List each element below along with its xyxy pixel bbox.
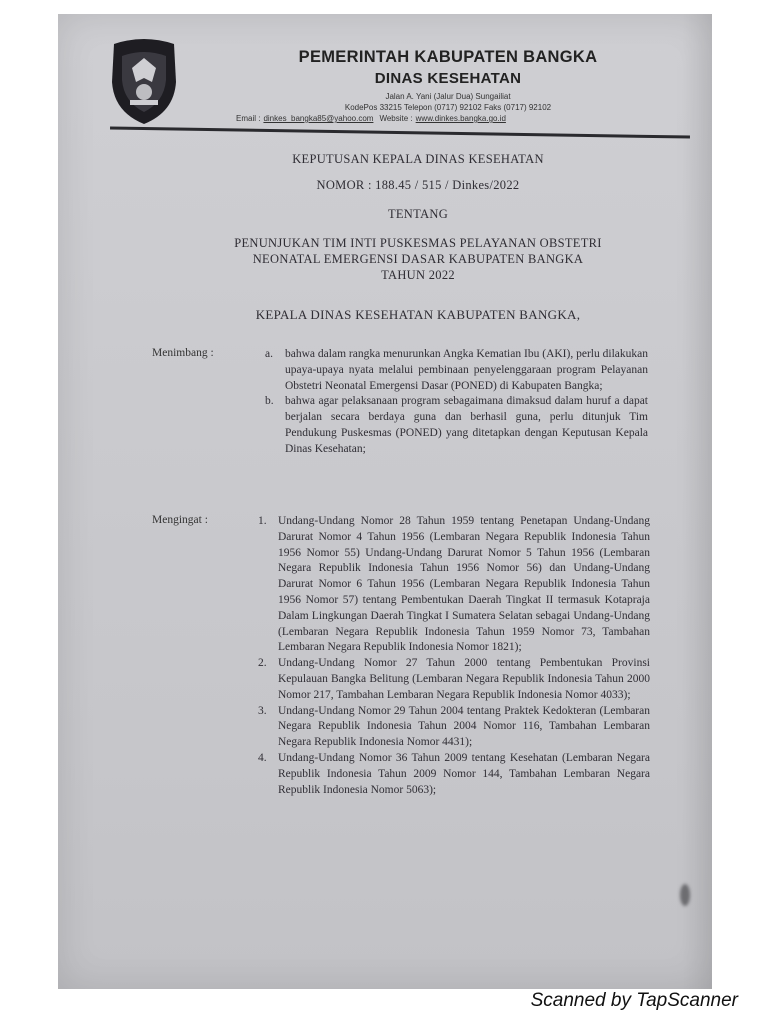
item-text: Undang-Undang Nomor 29 Tahun 2004 tentang Praktek Kedokteran (Lembaran Negara Republik Indonesia Tahun 2004 Nomor 116, Tambahan Lembaran Negara Republik Indonesia Nomor 4431); (278, 704, 650, 749)
email-label: Email : (236, 114, 261, 123)
scan-smudge (680, 884, 690, 906)
scanner-watermark: Scanned by TapScanner (530, 990, 738, 1011)
decree-number: NOMOR : 188.45 / 515 / Dinkes/2022 (316, 178, 520, 192)
item-text: bahwa agar pelaksanaan program sebagaimana dimaksud dalam huruf a dapat berjalan secara berdaya guna dan berhasil guna, perlu ditunjuk Tim Pendukung Puskesmas (PONED) yang ditetapkan dengan Keputusan Kepala Dinas Kesehatan; (285, 395, 648, 455)
decree-title-line: PENUNJUKAN TIM INTI PUSKESMAS PELAYANAN OBSTETRI (234, 236, 602, 250)
mengingat-label: Mengingat : (152, 514, 208, 526)
letterhead-divider (110, 126, 690, 138)
decree-issuer: KEPALA DINAS KESEHATAN KABUPATEN BANGKA, (255, 307, 581, 322)
mengingat-item (258, 514, 650, 656)
letterhead-postal: KodePos 33215 Telepon (0717) 92102 Faks (0717) 92102 (344, 103, 552, 112)
item-text: Undang-Undang Nomor 27 Tahun 2000 tentang Pembentukan Provinsi Kepulauan Bangka Belitung (Lembaran Negara Republik Indonesia Tahun 2000 Nomor 217, Tambahan Lembaran Negara Republik Indonesia Nomor 4033); (278, 657, 650, 701)
mengingat-item (258, 656, 650, 703)
letterhead-subtitle: DINAS KESEHATAN (374, 70, 522, 87)
scanned-page (58, 14, 712, 989)
decree-title-line: NEONATAL EMERGENSI DASAR KABUPATEN BANGKA (252, 252, 584, 266)
item-marker: 2. (258, 657, 267, 670)
mengingat-list (258, 514, 650, 798)
item-marker: b. (265, 395, 274, 408)
mengingat-item (258, 704, 650, 751)
menimbang-item (265, 394, 648, 457)
item-marker: 3. (258, 704, 267, 717)
decree-heading: KEPUTUSAN KEPALA DINAS KESEHATAN (292, 152, 544, 166)
item-text: Undang-Undang Nomor 36 Tahun 2009 tentang Kesehatan (Lembaran Negara Republik Indonesia Tahun 2009 Nomor 144, Tambahan Lembaran Negara Republik Indonesia Nomor 5063); (278, 751, 650, 796)
letterhead-contact (208, 113, 688, 124)
paper-shadow (682, 14, 712, 989)
mengingat-item (258, 751, 650, 798)
item-text: Undang-Undang Nomor 28 Tahun 1959 tentang Penetapan Undang-Undang Darurat Nomor 4 Tahun 1956 (Lembaran Negara Republik Indonesia Tahun 1956 Nomor 55) Undang-Undang Darurat Nomor 5 Tahun 1956 (Lembaran Negara Republik Indonesia Tahun 1956 Nomor 56) dan Undang-Undang Darurat Nomor 6 Tahun 1956 (Lembaran Negara Republik Indonesia Tahun 1956 Nomor 57) tentang Pembentukan Daerah Tingkat II termasuk Kotapraja Dalam Lingkungan Daerah Tingkat I Sumatera Selatan sebagai Undang-Undang (Lembaran Negara Republik Indonesia Tahun 1959 Nomor 73, Tambahan Lembaran Negara Republik Indonesia Nomor 1821); (278, 515, 650, 654)
item-marker: a. (265, 348, 273, 360)
letterhead-title: PEMERINTAH KABUPATEN BANGKA (298, 48, 598, 66)
menimbang-label: Menimbang : (152, 347, 214, 359)
decree-about: TENTANG (387, 207, 449, 221)
item-marker: 1. (258, 515, 267, 527)
website-label: Website : (379, 114, 413, 123)
email-address: dinkes_bangka85@yahoo.com (263, 114, 374, 123)
item-marker: 4. (258, 751, 267, 764)
letterhead-address: Jalan A. Yani (Jalur Dua) Sungailiat (385, 92, 511, 101)
website-url: www.dinkes.bangka.go.id (415, 114, 506, 123)
menimbang-list (265, 347, 648, 458)
decree-title (158, 235, 678, 283)
regency-emblem (108, 34, 180, 126)
decree-title-line: TAHUN 2022 (381, 268, 455, 282)
item-text: bahwa dalam rangka menurunkan Angka Kematian Ibu (AKI), perlu dilakukan upaya-upaya nyata melalui pembinaan penyelenggaraan program Pelayanan Obstetri Neonatal Emergensi Dasar (PONED) di Kabupaten Bangka; (285, 348, 648, 392)
menimbang-item (265, 347, 648, 394)
letterhead (208, 48, 688, 124)
